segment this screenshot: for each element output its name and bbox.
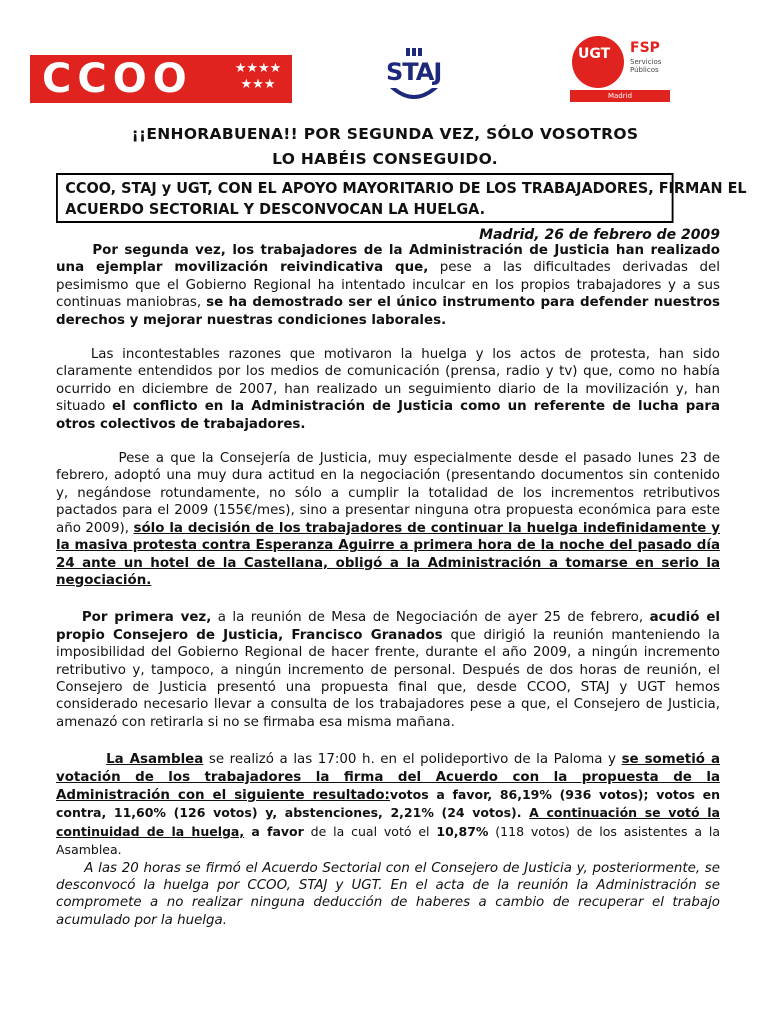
p4-text-b: a la reunión de Mesa de Negociación de ayer 25 de febrero, <box>211 610 650 626</box>
boxed-headline-line-1: CCOO, STAJ y UGT, CON EL APOYO MAYORITARIO DE LOS TRABAJADORES, FIRMAN EL <box>65 179 747 197</box>
p5-text-i: (118 votos) de los asistentes a la Asamblea. <box>56 823 720 858</box>
paragraph-1 <box>56 242 720 329</box>
paragraph-2 <box>56 346 720 433</box>
p5-continuity-vote: A continuación se votó la continuidad de la huelga, <box>56 805 720 839</box>
fsp-logo-text: FSP <box>630 40 660 56</box>
p5-percentage: 10,87% <box>436 823 489 839</box>
ugt-region-bar: Madrid <box>570 90 670 102</box>
p4-text-d: que dirigió la reunión manteniendo la imposibilidad del Gobierno Regional de hacer frente, durante el año 2009, a ningún incremento retributivo y, tampoco, a ningún incremento de personal. Después de dos horas de reunión, el Consejero de Justicia presentó una propuesta final que, desde CCOO, STAJ y UGT hemos considerado necesario llevar a consulta de los trabajadores pese a que, el Consejero de Justicia, amenazó con retirarla si no se firmaba esa misma mañana. <box>56 627 720 730</box>
p5-a-favor: a favor <box>244 823 304 839</box>
p4-bold-c: acudió el propio Consejero de Justicia, Francisco Granados <box>56 610 720 643</box>
p4-bold-a: Por primera vez, <box>81 610 212 626</box>
p5-vote-results: votos a favor, 86,19% (936 votos); votos en contra, 11,60% (126 votos) y, abstenciones, 2,21% (24 votos). <box>56 786 720 821</box>
p5-text-b: se realizó a las 17:00 h. en el polideportivo de la Paloma y <box>203 752 622 768</box>
p3-text-a: Pese a que la Consejería de Justicia, muy especialmente desde el pasado lunes 23 de febrero, adoptó una muy dura actitud en la negociación (presentando documentos sin contenido y, negándose rotundamente, no sólo a cumplir la totalidad de los incrementos retributivos pactados para el 2009 (155€/mes), sino a presentar ninguna otra propuesta económica para este año 2009), <box>56 451 720 536</box>
headline-line-2: LO HABÉIS CONSEGUIDO. <box>272 150 498 168</box>
main-headline <box>60 122 710 172</box>
p6-text: A las 20 horas se firmó el Acuerdo Sectorial con el Consejero de Justicia y, posteriormente, se desconvocó la huelga por CCOO, STAJ y UGT. En el acta de la reunión la Administración se compromete a no realizar ninguna deducción de haberes a cambio de recuperar el trabajo acumulado por la huelga. <box>56 860 720 928</box>
p5-vote-intro: se sometió a votación de los trabajadores la firma del Acuerdo con la propuesta de la Administración con el siguiente resultado: <box>56 752 720 803</box>
p1-bold-a: Por segunda vez, los trabajadores de la Administración de Justicia han realizado una ejemplar movilización reivindicativa que, <box>56 243 720 276</box>
ugt-logo-text: UGT <box>578 46 611 62</box>
paragraph-6 <box>56 860 720 930</box>
ccoo-logo <box>30 55 292 103</box>
p2-text-a: Las incontestables razones que motivaron la huelga y los actos de protesta, han sido claramente entendidos por los medios de comunicación (prensa, radio y tv) que, como no había ocurrido en diciembre de 2007, han realizado un seguimiento diario de la movilización y, han situado <box>56 347 720 415</box>
p5-text-g: de la cual votó el <box>303 823 437 839</box>
paragraph-4 <box>56 609 720 731</box>
boxed-headline <box>56 173 747 223</box>
ccoo-stars-icon: ★★★★ ★★★ <box>234 61 282 92</box>
p1-text-b: pese a las dificultades derivadas del pesimismo que el Gobierno Regional ha intentado inculcar en los propios trabajadores y a sus continuas maniobras, <box>56 260 720 311</box>
p3-bold-underline-b: sólo la decisión de los trabajadores de continuar la huelga indefinidamente y la masiva protesta contra Esperanza Aguirre a primera hora de la noche del pasado día 24 ante un hotel de la Castellana, obligó a la Administración a tomarse en serio la negociación. <box>56 520 720 588</box>
ugt-circle-icon <box>572 36 624 88</box>
ugt-fsp-logo <box>570 36 670 102</box>
ccoo-logo-text: CCOO <box>42 56 193 102</box>
p5-asamblea: La Asamblea <box>106 752 204 768</box>
boxed-headline-line-2: ACUERDO SECTORIAL Y DESCONVOCAN LA HUELGA. <box>65 200 486 218</box>
p2-bold-b: el conflicto en la Administración de Justicia como un referente de lucha para otros colectivos de trabajadores. <box>56 399 720 432</box>
document-date: Madrid, 26 de febrero de 2009 <box>479 227 720 243</box>
fsp-subtitle: Servicios Públicos <box>630 58 662 74</box>
paragraph-5 <box>56 751 720 859</box>
p1-bold-c: se ha demostrado ser el único instrumento para defender nuestros derechos y mejorar nuestras condiciones laborales. <box>56 295 721 328</box>
staj-logo-text: STAJ <box>386 58 442 86</box>
document-body <box>56 242 720 929</box>
headline-line-1: ¡¡ENHORABUENA!! POR SEGUNDA VEZ, SÓLO VOSOTROS <box>131 125 639 143</box>
paragraph-3 <box>56 450 720 589</box>
staj-logo <box>384 48 444 106</box>
